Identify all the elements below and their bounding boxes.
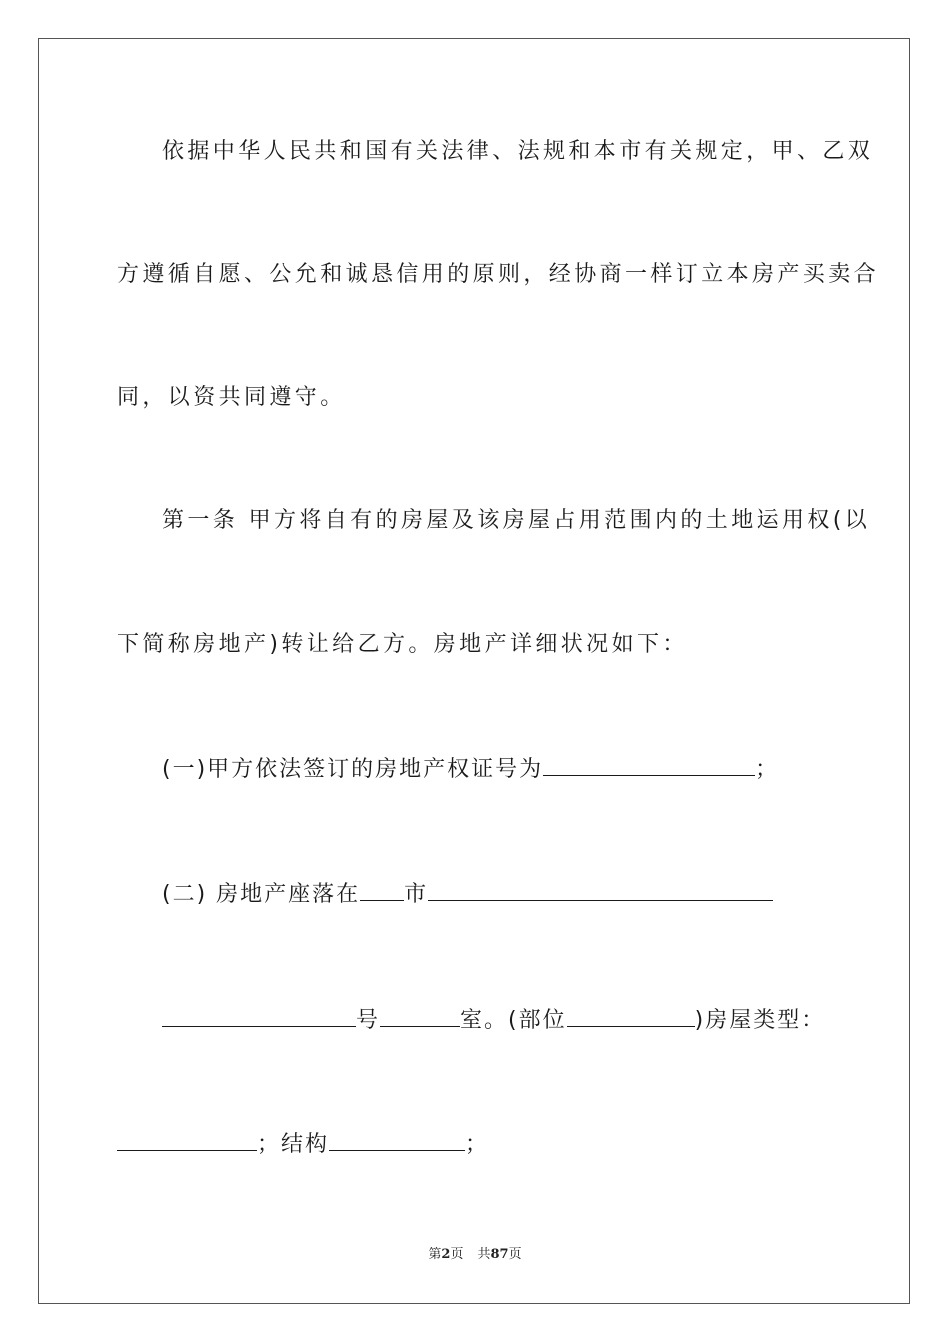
city-blank[interactable] [360,880,404,901]
page-prefix: 第 [428,1247,442,1262]
hao-label: 号 [356,1008,381,1033]
room-blank[interactable] [380,1006,460,1027]
certificate-number-blank[interactable] [543,755,755,776]
text: 下简称房地产)转让给乙方。房地产详细状况如下： [117,632,688,657]
structure-line [117,1130,833,1160]
item-1-line [162,755,833,785]
paragraph-1-line-3 [117,383,833,413]
structure-end: ； [465,1132,490,1157]
house-type-blank[interactable] [117,1130,257,1151]
street-number-blank[interactable] [162,1006,356,1027]
item-1-label: (一)甲方依法签订的房地产权证号为 [162,757,544,782]
item-2-label: (二) 房地产座落在 [162,882,361,907]
room-label: 室。(部位 [460,1008,567,1033]
page-border [38,38,910,1304]
article-1-line-1 [162,506,871,536]
total-suffix: 页 [508,1247,522,1262]
total-pages: 87 [490,1247,509,1262]
item-2-line [162,880,833,910]
paragraph-1-line-2 [117,260,880,290]
location-blank[interactable] [567,1006,695,1027]
structure-label: ；结构 [257,1132,330,1157]
item-1-end: ； [755,757,780,782]
paragraph-1-line-1 [162,137,874,167]
article-1-line-2 [117,630,833,660]
page-suffix: 页 [450,1247,464,1262]
page-number: 2 [441,1247,451,1262]
address-detail-line [162,1006,833,1036]
house-type-label: )房屋类型： [694,1008,826,1033]
text: 依据中华人民共和国有关法律、法规和本市有关规定，甲、乙双 [162,139,874,164]
text: 方遵循自愿、公允和诚恳信用的原则，经协商一样订立本房产买卖合 [117,262,880,287]
text: 同，以资共同遵守。 [117,385,346,410]
page-footer [0,1246,950,1264]
item-2-city: 市 [404,882,429,907]
address-blank[interactable] [428,880,773,901]
text: 第一条 甲方将自有的房屋及该房屋占用范围内的土地运用权(以 [162,508,871,533]
structure-blank[interactable] [329,1130,465,1151]
total-prefix: 共 [477,1247,491,1262]
